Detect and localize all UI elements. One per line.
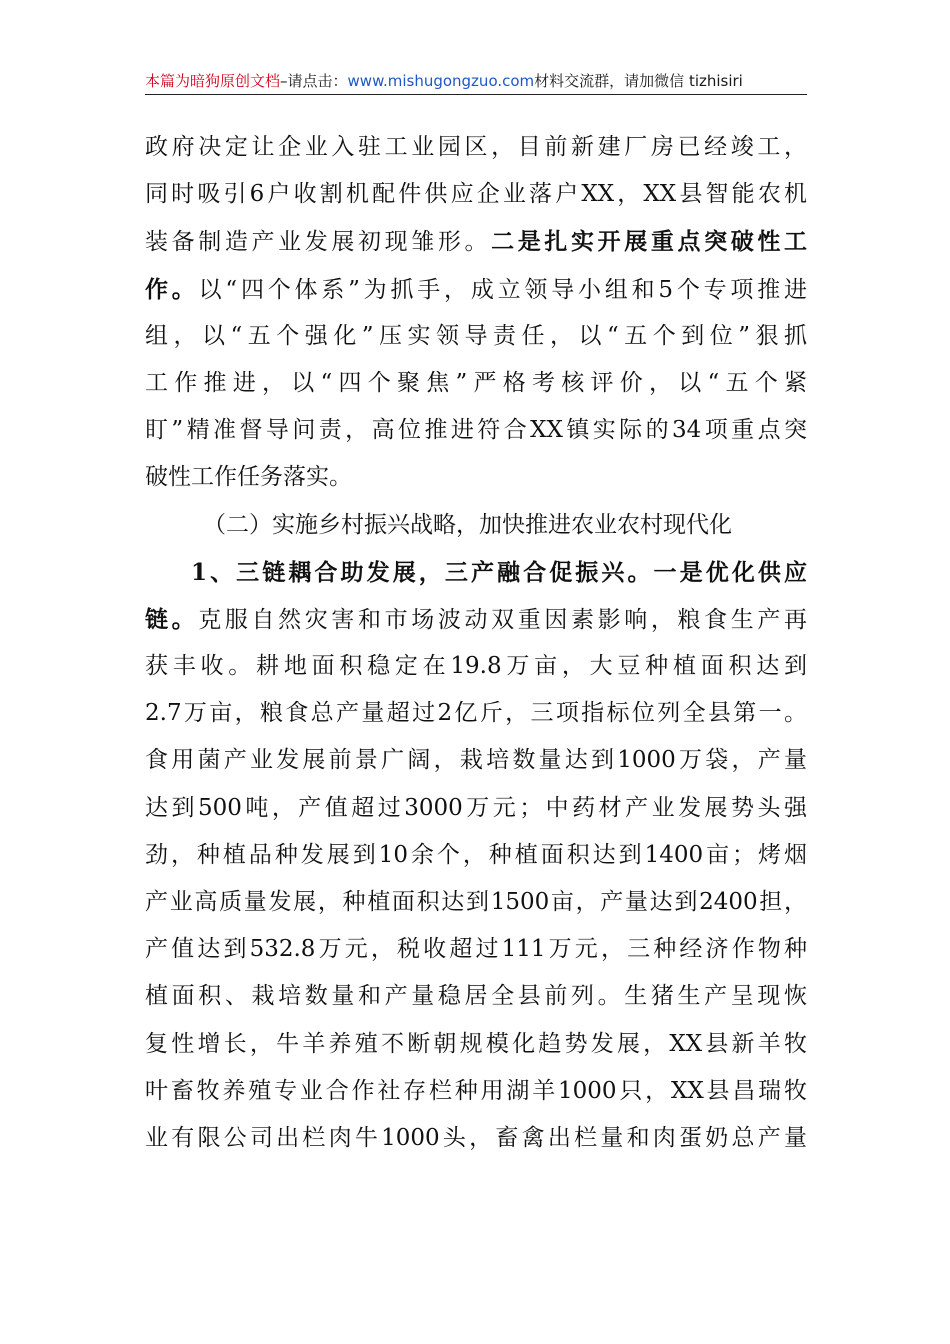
body-line: 食用菌产业发展前景广阔，栽培数量达到1000万袋，产量 xyxy=(145,747,807,774)
body-line: 组，以“五个强化”压实领导责任，以“五个到位”狠抓 xyxy=(145,322,807,349)
body-line: 产值达到532.8万元，税收超过111万元，三种经济作物种 xyxy=(145,936,807,963)
bold-lead-phrase: 二是扎实开展重点突破性工 xyxy=(491,228,807,256)
body-line: 达到500吨，产值超过3000万元；中药材产业发展势头强 xyxy=(145,794,807,821)
body-line: 获丰收。耕地面积稳定在19.8万亩，大豆种植面积达到 xyxy=(145,653,807,680)
body-line: 破性工作任务落实。 xyxy=(145,464,352,491)
body-line: 同时吸引6户收割机配件供应企业落户XX，XX县智能农机 xyxy=(145,181,807,208)
body-line: 复性增长，牛羊养殖不断朝规模化趋势发展，XX县新羊牧 xyxy=(145,1030,807,1057)
header-click-prompt: –请点击： xyxy=(280,72,348,90)
bold-lead-phrase: 作。 xyxy=(145,275,199,303)
body-line: 政府决定让企业入驻工业园区，目前新建厂房已经竣工， xyxy=(145,134,807,160)
body-line: 2.7万亩，粮食总产量超过2亿斤，三项指标位列全县第一。 xyxy=(145,700,807,727)
document-header xyxy=(145,68,805,94)
header-website-link[interactable]: www.mishugongzuo.com xyxy=(347,72,535,90)
document-body xyxy=(145,124,807,1162)
header-source-note: 本篇为暗狗原创文档 xyxy=(145,72,281,90)
body-line: 工作推进，以“四个聚焦”严格考核评价，以“五个紧 xyxy=(145,369,807,396)
section-heading: （二）实施乡村振兴战略，加快推进农业农村现代化 xyxy=(203,511,732,538)
bold-lead-phrase: 链。 xyxy=(145,605,199,633)
body-line: 植面积、栽培数量和产量稳居全县前列。生猪生产呈现恢 xyxy=(145,983,807,1010)
subsection-heading: 1、三链耦合助发展，三产融合促振兴。一是优化供应 xyxy=(191,558,807,586)
body-line: 叶畜牧养殖专业合作社存栏种用湖羊1000只，XX县昌瑞牧 xyxy=(145,1077,807,1104)
body-line: 劲，种植品种发展到10余个，种植面积达到1400亩；烤烟 xyxy=(145,841,807,868)
header-divider xyxy=(145,94,807,95)
body-line: 链。克服自然灾害和市场波动双重因素影响，粮食生产再 xyxy=(145,605,807,633)
body-line: 盯”精准督导问责，高位推进符合XX镇实际的34项重点突 xyxy=(145,417,807,444)
body-line: 产业高质量发展，种植面积达到1500亩，产量达到2400担， xyxy=(145,889,807,915)
body-line: 装备制造产业发展初现雏形。二是扎实开展重点突破性工 xyxy=(145,228,807,256)
body-line: 作。以“四个体系”为抓手，成立领导小组和5个专项推进 xyxy=(145,275,807,303)
header-contact-note: 材料交流群，请加微信 tizhisiri xyxy=(534,72,743,90)
body-line: 业有限公司出栏肉牛1000头，畜禽出栏量和肉蛋奶总产量 xyxy=(145,1124,807,1151)
